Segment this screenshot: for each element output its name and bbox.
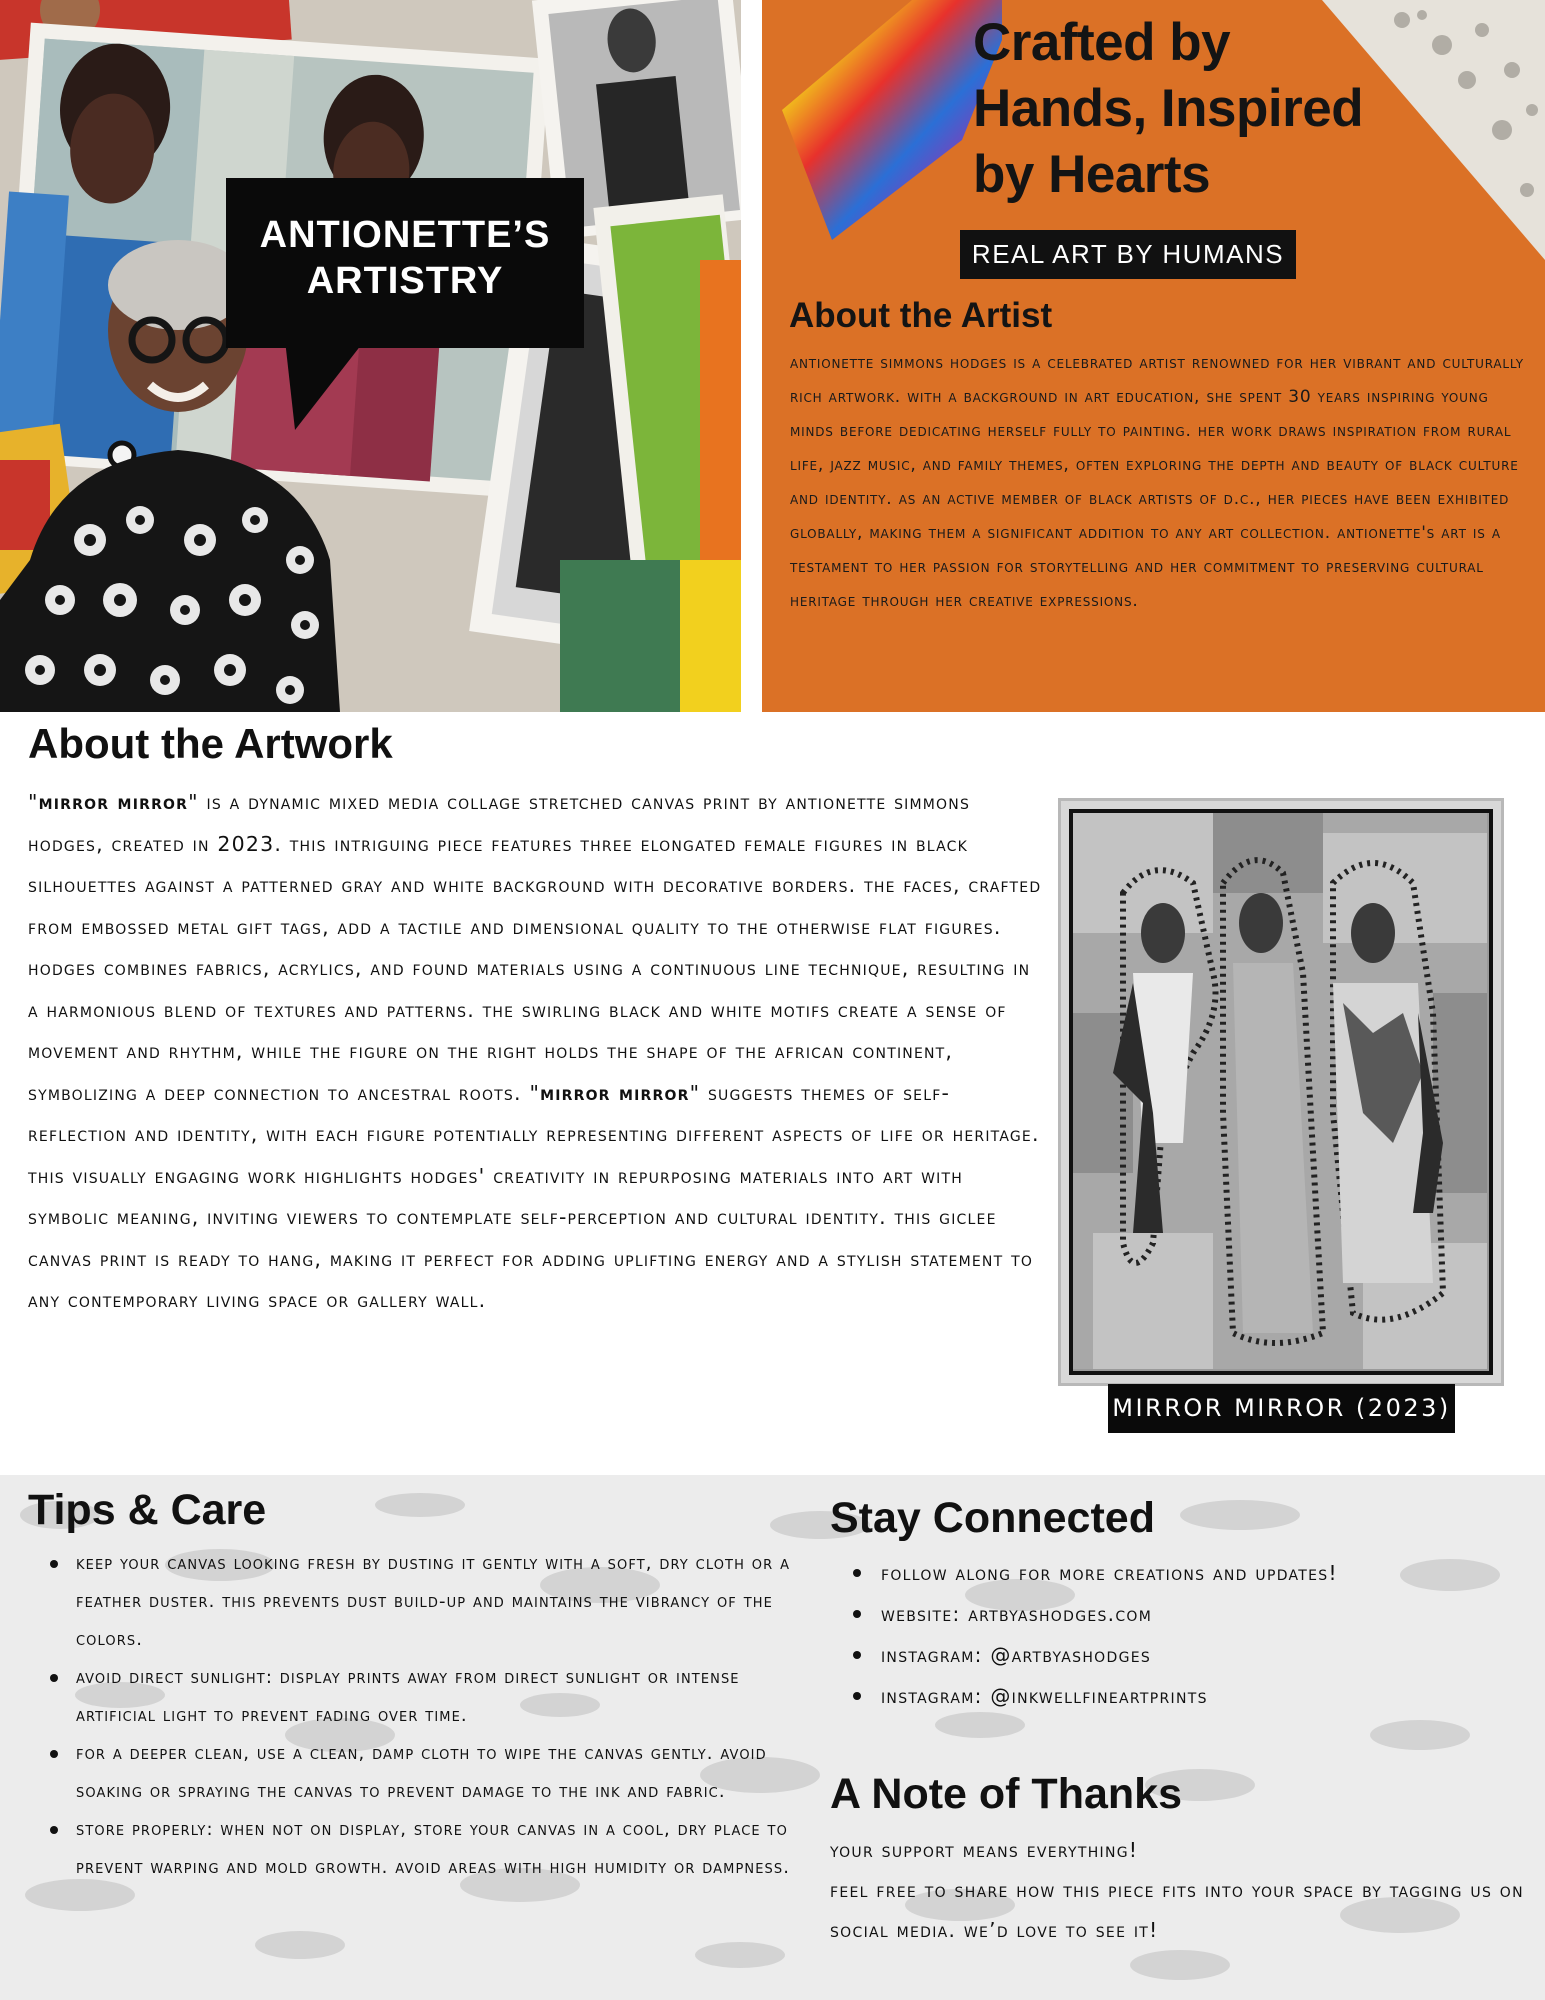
list-item: avoid direct sunlight: display prints away from direct sunlight or intense artificial light to prevent fading over time.: [50, 1659, 810, 1735]
artist-collage-photo: [0, 0, 741, 712]
real-art-tag: REAL ART BY HUMANS: [960, 230, 1296, 279]
speech-bubble-tail: [285, 340, 365, 430]
artwork-caption: MIRROR MIRROR (2023): [1108, 1384, 1455, 1433]
about-artist-heading: About the Artist: [789, 296, 1053, 335]
about-artist-body: antionette simmons hodges is a celebrated artist renowned for her vibrant and culturally rich artwork. with a background in art education, she spent 30 years inspiring young minds before dedicating herself fully to painting. her work draws inspiration from rural life, jazz music, and family themes, often exploring the depth and beauty of black culture and identity. as an active member of black artists of d.c., her pieces have been exhibited globally, making them a significant addition to any art collection. antionette's art is a testament to her passion for storytelling and her commitment to preserving cultural heritage through her creative expressions.: [790, 353, 1524, 611]
stay-connected-list: [853, 1553, 1413, 1717]
list-item: keep your canvas looking fresh by dusting it gently with a soft, dry cloth or a feather duster. this prevents dust build-up and maintains the vibrancy of the colors.: [50, 1545, 810, 1659]
headline-line3: by Hearts: [973, 145, 1211, 204]
about-artwork-text-2: " suggests themes of self-reflection and identity, with each figure potentially representing different aspects of life or heritage. this visually engaging work highlights hodges' creativity in repurposing materials into art with symbolic meaning, inviting viewers to contemplate self-perception and cultural identity. this giclee canvas print is ready to hang, making it perfect for adding uplifting energy and a stylish statement to any contemporary living space or gallery wall.: [28, 1080, 1040, 1312]
thanks-line2: feel free to share how this piece fits into your space by tagging us on social media. we’d love to see it!: [830, 1878, 1524, 1942]
list-item: follow along for more creations and updates!: [853, 1553, 1413, 1594]
list-item: for a deeper clean, use a clean, damp cloth to wipe the canvas gently. avoid soaking or spraying the canvas to prevent damage to the ink and fabric.: [50, 1735, 810, 1811]
website-link[interactable]: website: artbyashodges.com: [853, 1594, 1413, 1635]
brand-title-line1: ANTIONETTE’S: [259, 214, 551, 256]
headline: [973, 10, 1533, 208]
headline-line2: Hands, Inspired: [973, 79, 1364, 138]
stay-connected-heading: Stay Connected: [830, 1494, 1155, 1542]
thanks-heading: A Note of Thanks: [830, 1770, 1182, 1818]
mirror-mirror-artwork: [1073, 813, 1487, 1369]
artwork-image: [1069, 809, 1493, 1375]
about-artwork-body: [28, 782, 1048, 1322]
tips-care-heading: Tips & Care: [28, 1486, 267, 1534]
headline-line1: Crafted by: [973, 13, 1231, 72]
about-artwork-heading: About the Artwork: [28, 720, 393, 767]
thanks-line1: your support means everything!: [830, 1838, 1139, 1862]
instagram-link[interactable]: instagram: @artbyashodges: [853, 1635, 1413, 1676]
artwork-image-frame: [1058, 798, 1504, 1386]
artwork-title-inline-2: mirror mirror: [540, 1080, 690, 1105]
brand-title-line2: ARTISTRY: [306, 260, 504, 302]
quote-mark: ": [28, 790, 39, 814]
brand-title: [226, 212, 584, 304]
artwork-title-inline: mirror mirror: [38, 790, 189, 814]
instagram-link-2[interactable]: instagram: @inkwellfineartprints: [853, 1676, 1413, 1717]
list-item: store properly: when not on display, store your canvas in a cool, dry place to prevent warping and mold growth. avoid areas with high humidity or dampness.: [50, 1811, 810, 1887]
about-artwork-text-1: " is a dynamic mixed media collage stretched canvas print by antionette simmons hodges, created in 2023. this intriguing piece features three elongated female figures in black silhouettes against a patterned gray and white background with decorative borders. the faces, crafted from embossed metal gift tags, add a tactile and dimensional quality to the otherwise flat figures. hodges combines fabrics, acrylics, and found materials using a continuous line technique, resulting in a harmonious blend of textures and patterns. the swirling black and white motifs create a sense of movement and rhythm, while the figure on the right holds the shape of the african continent, symbolizing a deep connection to ancestral roots. ": [28, 790, 1042, 1105]
tips-list: [50, 1545, 810, 1887]
collage-illustration: [0, 0, 741, 712]
